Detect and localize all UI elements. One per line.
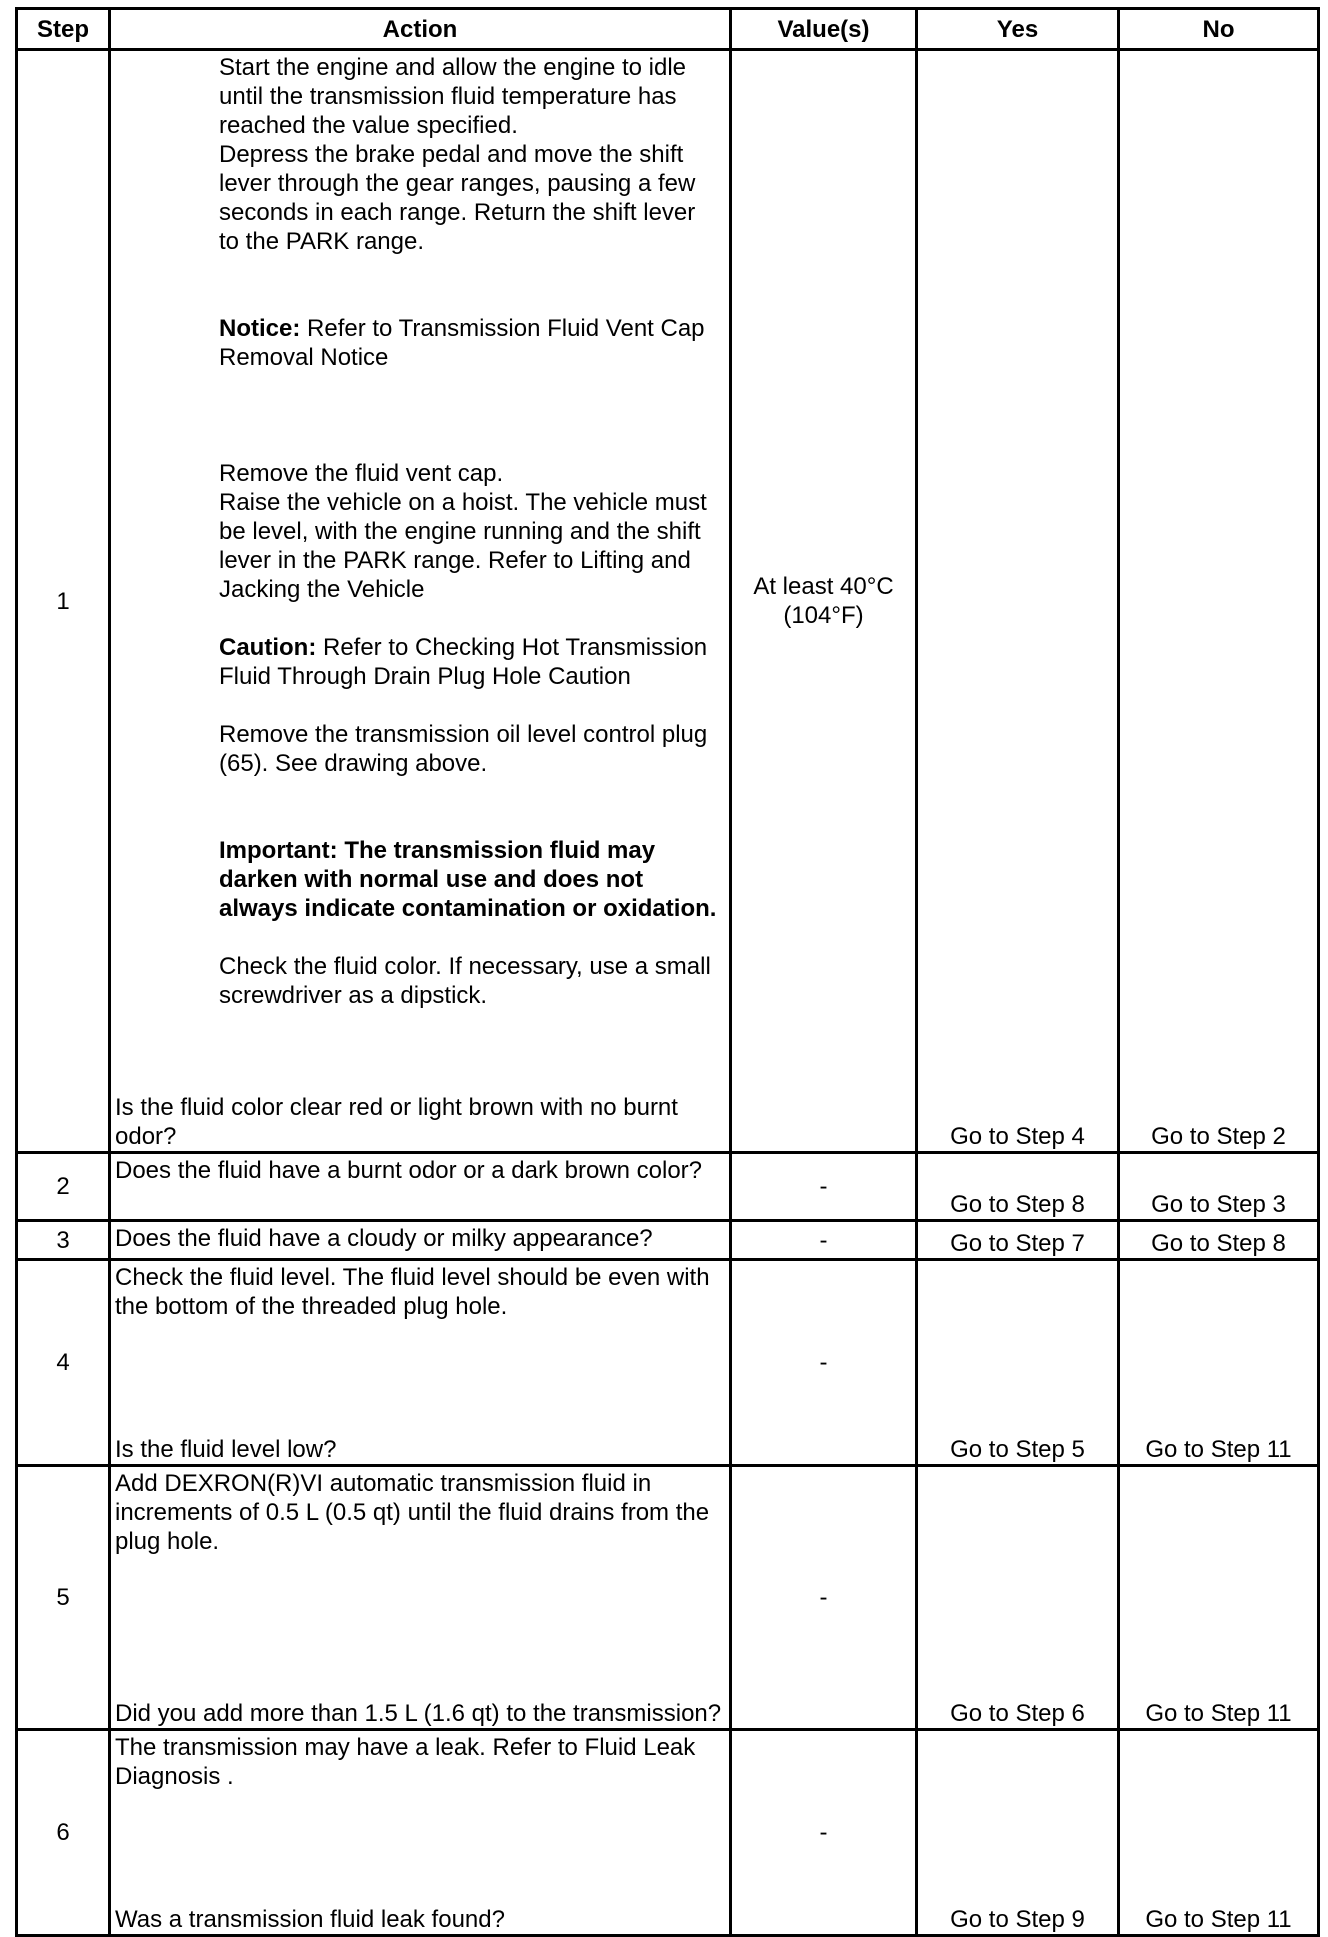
no-cell: Go to Step 11 bbox=[1119, 1260, 1319, 1466]
action-cell bbox=[110, 1730, 731, 1936]
table-row bbox=[17, 50, 1319, 1153]
action-text: Add DEXRON(R)VI automatic transmission fluid in increments of 0.5 L (0.5 qt) until the fluid drains from the plug hole. bbox=[115, 1470, 710, 1555]
no-cell: Go to Step 2 bbox=[1119, 50, 1319, 1153]
header-action: Action bbox=[110, 9, 731, 50]
no-cell: Go to Step 11 bbox=[1119, 1466, 1319, 1730]
action-text: Check the fluid color. If necessary, use a small screwdriver as a dipstick. bbox=[219, 953, 711, 1009]
action-cell bbox=[110, 1260, 731, 1466]
yes-cell: Go to Step 9 bbox=[917, 1730, 1119, 1936]
action-text: Start the engine and allow the engine to idle until the transmission fluid temperature has reached the value specified. bbox=[219, 54, 687, 139]
value-cell: - bbox=[731, 1153, 917, 1221]
value-cell bbox=[731, 50, 917, 1153]
table-row bbox=[17, 1466, 1319, 1730]
step-number: 1 bbox=[17, 50, 110, 1153]
header-no: No bbox=[1119, 9, 1319, 50]
value-cell: - bbox=[731, 1730, 917, 1936]
step-number: 5 bbox=[17, 1466, 110, 1730]
action-text: Depress the brake pedal and move the shift lever through the gear ranges, pausing a few seconds in each range. Return the shift lever to the PARK range. bbox=[219, 141, 696, 255]
yes-cell: Go to Step 7 bbox=[917, 1221, 1119, 1260]
step-number: 2 bbox=[17, 1153, 110, 1221]
header-yes: Yes bbox=[917, 9, 1119, 50]
important-text: Important: The transmission fluid may darken with normal use and does not always indicate contamination or oxidation. bbox=[219, 837, 717, 922]
table-row bbox=[17, 1730, 1319, 1936]
action-question: Does the fluid have a burnt odor or a dark brown color? bbox=[115, 1157, 703, 1184]
action-question: Does the fluid have a cloudy or milky appearance? bbox=[115, 1225, 653, 1252]
value-cell: - bbox=[731, 1260, 917, 1466]
diagnostic-table bbox=[15, 7, 1320, 1937]
yes-cell: Go to Step 5 bbox=[917, 1260, 1119, 1466]
notice-body: Refer to Transmission Fluid Vent Cap Removal Notice bbox=[219, 315, 705, 371]
notice-text bbox=[219, 314, 719, 372]
caution-text bbox=[219, 633, 719, 691]
action-cell bbox=[110, 50, 731, 1153]
action-question: Did you add more than 1.5 L (1.6 qt) to the transmission? bbox=[115, 1700, 722, 1727]
header-row bbox=[17, 9, 1319, 50]
action-text: Remove the transmission oil level control plug (65). See drawing above. bbox=[219, 721, 708, 777]
notice-label: Notice: bbox=[219, 315, 301, 342]
value-cell: - bbox=[731, 1221, 917, 1260]
no-cell: Go to Step 11 bbox=[1119, 1730, 1319, 1936]
caution-body: Refer to Checking Hot Transmission Fluid Through Drain Plug Hole Caution bbox=[219, 634, 708, 690]
caution-label: Caution: bbox=[219, 634, 317, 661]
yes-cell: Go to Step 6 bbox=[917, 1466, 1119, 1730]
step-number: 3 bbox=[17, 1221, 110, 1260]
value-line: At least 40°C bbox=[753, 573, 894, 600]
table-row bbox=[17, 1260, 1319, 1466]
action-text: Check the fluid level. The fluid level should be even with the bottom of the threaded plug hole. bbox=[115, 1264, 710, 1320]
yes-cell: Go to Step 4 bbox=[917, 50, 1119, 1153]
no-cell: Go to Step 8 bbox=[1119, 1221, 1319, 1260]
action-question: Is the fluid color clear red or light brown with no burnt odor? bbox=[115, 1094, 678, 1150]
header-step: Step bbox=[17, 9, 110, 50]
header-values: Value(s) bbox=[731, 9, 917, 50]
action-cell bbox=[110, 1466, 731, 1730]
step-number: 4 bbox=[17, 1260, 110, 1466]
no-cell: Go to Step 3 bbox=[1119, 1153, 1319, 1221]
action-text: Raise the vehicle on a hoist. The vehicle must be level, with the engine running and the shift lever in the PARK range. Refer to Lifting and Jacking the Vehicle bbox=[219, 489, 707, 603]
action-cell bbox=[110, 1221, 731, 1260]
action-question: Is the fluid level low? bbox=[115, 1436, 337, 1463]
table-row bbox=[17, 1153, 1319, 1221]
action-text: Remove the fluid vent cap. bbox=[219, 460, 504, 487]
table-row bbox=[17, 1221, 1319, 1260]
yes-cell: Go to Step 8 bbox=[917, 1153, 1119, 1221]
action-text: The transmission may have a leak. Refer to Fluid Leak Diagnosis . bbox=[115, 1734, 696, 1790]
action-cell bbox=[110, 1153, 731, 1221]
step-number: 6 bbox=[17, 1730, 110, 1936]
value-line: (104°F) bbox=[783, 602, 864, 629]
value-cell: - bbox=[731, 1466, 917, 1730]
action-question: Was a transmission fluid leak found? bbox=[115, 1906, 505, 1933]
